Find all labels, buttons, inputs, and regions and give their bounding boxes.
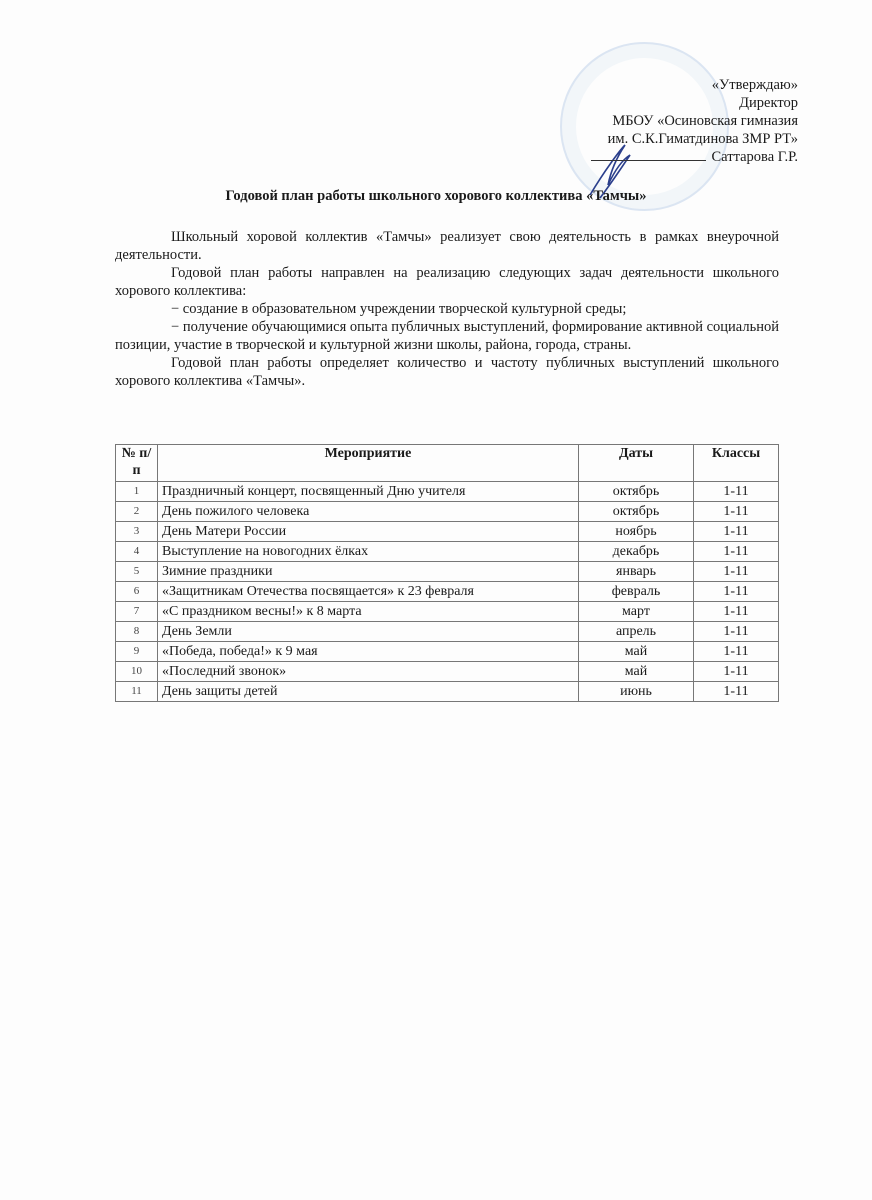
event-name: «Последний звонок» [158,662,579,682]
header-dates: Даты [579,445,694,482]
event-date: октябрь [579,502,694,522]
table-row [116,542,779,562]
event-name: «Защитникам Отечества посвящается» к 23 февраля [158,582,579,602]
event-classes: 1-11 [694,642,779,662]
event-name: День пожилого человека [158,502,579,522]
event-classes: 1-11 [694,482,779,502]
table-row [116,662,779,682]
row-number: 11 [116,682,158,702]
table-row [116,582,779,602]
event-name: Выступление на новогодних ёлках [158,542,579,562]
event-date: февраль [579,582,694,602]
approval-org-name: им. С.К.Гиматдинова ЗМР РТ» [607,131,798,147]
event-name: Зимние праздники [158,562,579,582]
row-number: 10 [116,662,158,682]
event-date: март [579,602,694,622]
event-date: июнь [579,682,694,702]
event-classes: 1-11 [694,622,779,642]
approval-block [591,76,798,166]
document-title: Годовой план работы школьного хорового коллектива «Тамчы» [225,188,647,204]
table-row [116,482,779,502]
signature-line [591,148,706,161]
table-row [116,682,779,702]
event-classes: 1-11 [694,562,779,582]
approval-org: МБОУ «Осиновская гимназия [612,113,798,129]
row-number: 1 [116,482,158,502]
event-date: апрель [579,622,694,642]
header-classes: Классы [694,445,779,482]
table-header-row [116,445,779,482]
event-classes: 1-11 [694,662,779,682]
paragraph: Годовой план работы направлен на реализацию следующих задач деятельности школьного хорового коллектива: [115,265,779,299]
event-date: май [579,662,694,682]
event-name: День Земли [158,622,579,642]
event-date: май [579,642,694,662]
event-classes: 1-11 [694,682,779,702]
paragraph: − создание в образовательном учреждении творческой культурной среды; [171,301,627,317]
table-row [116,642,779,662]
row-number: 8 [116,622,158,642]
approval-signer: Саттарова Г.Р. [711,149,798,165]
table-row [116,502,779,522]
row-number: 7 [116,602,158,622]
event-name: «С праздником весны!» к 8 марта [158,602,579,622]
event-classes: 1-11 [694,602,779,622]
event-name: День защиты детей [158,682,579,702]
table-row [116,622,779,642]
event-date: декабрь [579,542,694,562]
event-classes: 1-11 [694,502,779,522]
event-classes: 1-11 [694,542,779,562]
approval-heading: «Утверждаю» [711,77,798,93]
event-classes: 1-11 [694,582,779,602]
event-date: октябрь [579,482,694,502]
events-table [115,444,779,702]
event-name: «Победа, победа!» к 9 мая [158,642,579,662]
row-number: 2 [116,502,158,522]
row-number: 9 [116,642,158,662]
event-date: январь [579,562,694,582]
event-classes: 1-11 [694,522,779,542]
approval-position: Директор [739,95,798,111]
table-row [116,602,779,622]
table-row [116,562,779,582]
event-name: Праздничный концерт, посвященный Дню учителя [158,482,579,502]
row-number: 6 [116,582,158,602]
row-number: 4 [116,542,158,562]
row-number: 3 [116,522,158,542]
document-body [115,228,779,390]
event-name: День Матери России [158,522,579,542]
event-date: ноябрь [579,522,694,542]
paragraph: − получение обучающимися опыта публичных выступлений, формирование активной социальной позиции, участие в творческой и культурной жизни школы, района, города, страны. [115,319,779,353]
header-number: № п/п [116,445,158,482]
header-event: Мероприятие [158,445,579,482]
table-row [116,522,779,542]
paragraph: Годовой план работы определяет количество и частоту публичных выступлений школьного хорового коллектива «Тамчы». [115,355,779,389]
paragraph: Школьный хоровой коллектив «Тамчы» реализует свою деятельность в рамках внеурочной деятельности. [115,229,779,263]
row-number: 5 [116,562,158,582]
